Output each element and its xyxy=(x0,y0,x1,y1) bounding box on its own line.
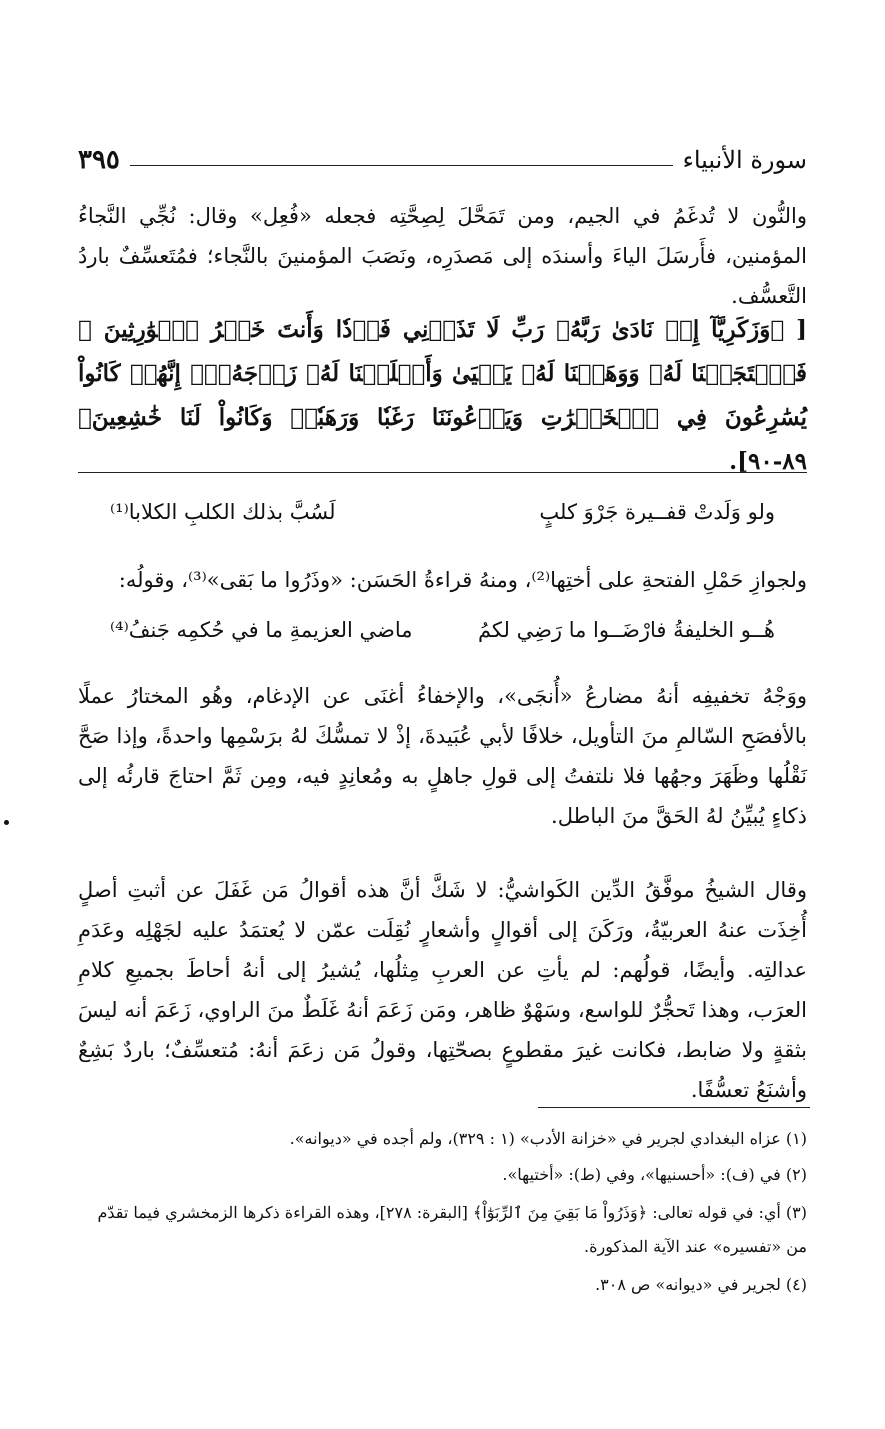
paragraph-four: وقال الشيخُ موفَّقُ الدِّين الكَواشيُّ: لا شَكَّ أنَّ هذه أقوالُ مَن غَفَلَ عن أثبتِ أصلٍ أُخِذَت عنهُ العربيّةُ، ورَكَنَ إلى أقوالٍ وأشعارٍ نُقِلَت عمّن لا يُعتمَدُ عليه لجَهْلِه وعَدَمِ عدالتِه. وأيضًا، قولُهم: لم يأتِ عن العربِ مِثلُها، يُشيرُ إلى أنهُ أحاطَ بجميعِ كلامِ العرَب، وهذا تَحجُّرٌ للواسع، وسَهْوٌ ظاهر، ومَن زَعَمَ أنهُ غَلَطٌ منَ الراوي، زَعَمَ أنه ليسَ بثقةٍ ولا ضابط، فكانت غيرَ مقطوعٍ بصحّتِها، وقولُ مَن زعَمَ أنهُ: مُتعسِّفٌ؛ باردٌ بَشِعٌ وأشنَعُ تعسُّفًا. xyxy=(78,878,808,1102)
surah-title: سورة الأنبياء xyxy=(682,146,807,174)
footnote-1: (١) عزاه البغدادي لجرير في «خزانة الأدب» (١ : ٣٢٩)، ولم أجده في «ديوانه». xyxy=(289,1129,807,1148)
poem-2-first-hemistich: هُــو الخليفةُ فارْضَــوا ما رَضِي لكمُ xyxy=(477,618,775,642)
margin-dot xyxy=(4,820,9,825)
bridge-paragraph: ولجوازِ حَمْلِ الفتحةِ على أختِها⁽²⁾، ومنهُ قراءةُ الحَسَن: «وذَرُوا ما بَقى»⁽³⁾، وقولُه: xyxy=(118,568,807,592)
poem-verse-2 xyxy=(110,618,775,642)
section-divider xyxy=(78,472,807,473)
poem-2-second-hemistich: ماضي العزيمةِ ما في حُكمِه جَنفُ⁽⁴⁾ xyxy=(110,618,413,642)
footnote-divider xyxy=(538,1107,810,1108)
paragraph-three: ووَجْهُ تخفيفِه أنهُ مضارعُ «أُنجَى»، والإخفاءُ أغنَى عن الإدغام، وهُو المختارُ عملًا بالأفصَحِ السّالمِ منَ التأويل، خلافًا لأبي عُبَيدةَ، إذْ لا تمسُّكَ لهُ برَسْمِها واحدةً، وإذا صَحَّ نَقْلُها وظَهَرَ وجهُها فلا نلتفتُ إلى قولِ جاهلٍ به ومُعانِدٍ فيه، ومِن ثَمَّ احتاجَ قارئُه إلى ذكاءٍ يُبيِّنُ لهُ الحَقَّ منَ الباطل. xyxy=(78,684,807,828)
poem-1-second-hemistich: لَسُبَّ بذلك الكلبِ الكلابا⁽¹⁾ xyxy=(110,500,336,524)
header-rule xyxy=(130,165,673,166)
poem-1-first-hemistich: ولو وَلَدتْ قفــيرة جَرْوَ كلبٍ xyxy=(539,500,775,524)
poem-verse-1 xyxy=(110,500,775,524)
footnote-3: (٣) أي: في قوله تعالى: ﴿وَذَرُواْ مَا بَقِيَ مِنَ ٱلرِّبَوٰٓاْ﴾ [البقرة: ٢٧٨]، وهذه القراءة ذكرها الزمخشري فيما تقدّم من «تفسيره» عند الآية المذكورة. xyxy=(97,1203,807,1256)
intro-paragraph: والنُّون لا تُدغَمُ في الجيم، ومن تَمَحَّلَ لِصِحَّتِه فجعله «فُعِل» وقال: نُجِّي النَّجاءُ المؤمنين، فأَرسَلَ الياءَ وأسندَه إلى مَصدَرِه، ونَصَبَ المؤمنينَ بالنَّجاء؛ فمُتَعسِّفٌ باردُ التَّعسُّف. xyxy=(78,204,807,308)
footnote-4: (٤) لجرير في «ديوانه» ص ٣٠٨. xyxy=(595,1275,807,1294)
running-header xyxy=(78,140,807,180)
footnote-2: (٢) في (ف): «أحسنيها»، وفي (ط): «أختيها». xyxy=(502,1165,807,1184)
page-number: ٣٩٥ xyxy=(78,145,120,175)
quran-verse-block: [ ﴿وَزَكَرِيَّآ إِذۡ نَادَىٰ رَبَّهُۥ رَبِّ لَا تَذَرۡنِي فَرۡدٗا وَأَنتَ خَيۡرُ ٱلۡوَٰرِثِينَ ۞ فَٱسۡتَجَبۡنَا لَهُۥ وَوَهَبۡنَا لَهُۥ يَحۡيَىٰ وَأَصۡلَحۡنَا لَهُۥ زَوۡجَهُۥٓۚ إِنَّهُمۡ كَانُواْ يُسَٰرِعُونَ فِي ٱلۡخَيۡرَٰتِ وَيَدۡعُونَنَا رَغَبٗا وَرَهَبٗاۖ وَكَانُواْ لَنَا خَٰشِعِينَ﴾ ٨٩-٩٠]. xyxy=(78,316,807,475)
